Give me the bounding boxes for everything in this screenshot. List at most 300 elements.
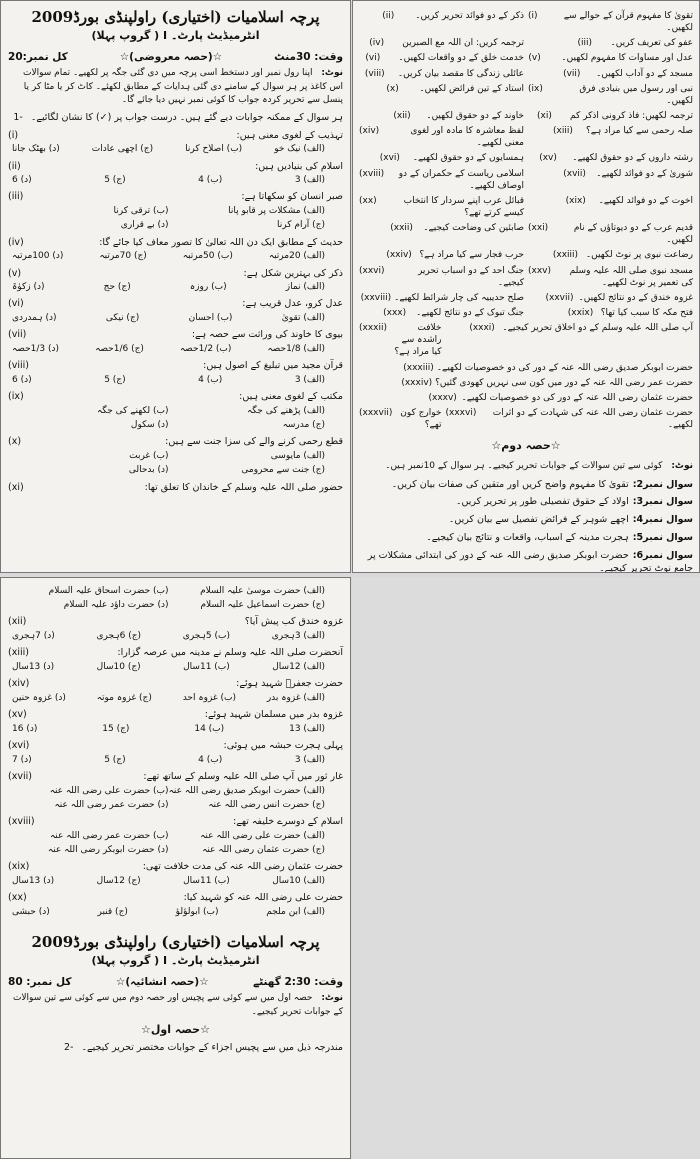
mcq-option: (د) زکوٰۃ [12, 282, 45, 293]
mcq-option: (الف) مایوسی [270, 451, 325, 462]
short-question-number: (xxxi) [469, 323, 495, 334]
part-1-heading: ☆حصہ اول☆ [141, 1023, 210, 1037]
mcq-text: حضرت علی رضی اللہ عنہ کو شہید کیا: [183, 892, 343, 904]
short-question-number: (xxxii) [359, 323, 388, 334]
mcq-options [8, 204, 343, 231]
mcq-list [8, 130, 343, 495]
mcq-option: (ب) حضرت اسحاق علیہ السلام [48, 586, 169, 596]
mcq-number: (xviii) [8, 816, 35, 828]
mcq-option: (ج) 1/6حصہ [95, 344, 144, 355]
short-question-number: (xviii) [359, 168, 385, 179]
question-11-options [8, 584, 343, 611]
short-question-row [359, 195, 693, 219]
subjective-note-text: حصہ اول میں سے کوئی سے پچیس اور حصہ دوم میں سے کوئی سے تین سوالات کے جوابات تحریر کیجیے۔ [12, 993, 343, 1017]
mcq-option: (ج) 12سال [96, 876, 141, 887]
mcq-option: (ج) نیکی [105, 313, 140, 324]
mcq-option: (الف) 13 [289, 723, 325, 734]
mcq-question [8, 482, 343, 495]
long-question [359, 479, 693, 492]
short-question-number: (xxxvi) [445, 407, 477, 418]
short-question-text: خاوند کے دو حقوق لکھیں۔ [426, 110, 524, 121]
mcq-question [8, 678, 343, 691]
mcq-number: (xv) [8, 709, 27, 721]
short-question [359, 125, 524, 149]
mcq-number: (vii) [8, 329, 27, 341]
mcq-number: (ix) [8, 391, 24, 403]
short-question-text: شوریٰ کے دو فوائد لکھیے۔ [596, 168, 693, 179]
mcq-options [8, 280, 343, 293]
mcq-option: (د) حبشی [12, 907, 50, 917]
mcq-number: (xii) [8, 616, 27, 628]
mcq-number: (xvi) [8, 740, 30, 752]
mcq-options [8, 342, 343, 355]
short-question-text: عائلی زندگی کا مقصد بیان کریں۔ [397, 68, 524, 79]
short-question-number: (ix) [528, 83, 543, 94]
short-question-text: ذکر کے دو فوائد تحریر کریں۔ [415, 11, 524, 21]
mcq-option: (ب) 1/2حصہ [179, 344, 232, 355]
short-question-text: قبائل عرب اپنے سردار کا انتخاب کیسے کرتے تھے؟ [403, 195, 524, 218]
mcq-item [8, 360, 343, 386]
mcq-item [8, 861, 343, 887]
short-question-text: رشتہ داروں کے دو حقوق لکھیے۔ [572, 153, 693, 164]
mcq-options [8, 722, 343, 735]
mcq-text: حضور صلی اللہ علیہ وسلم کے خاندان کا تعلق تھا: [144, 481, 343, 493]
short-question-text: لفظ معاشرہ کا مادہ اور لغوی معنی لکھیے۔ [410, 126, 524, 149]
time-label: وقت: 30منٹ [274, 51, 343, 64]
short-question [359, 168, 524, 192]
short-question-text: عفو کی تعریف کریں۔ [610, 38, 693, 49]
short-question-text: ہمسایوں کے دو حقوق لکھیے۔ [412, 153, 524, 164]
mcq-option: (ج) 70مرتبہ [99, 251, 147, 262]
mcq-item [8, 616, 343, 642]
mcq-option: (د) سکول [130, 420, 169, 431]
short-question-text: تقویٰ کا مفہوم قرآن کے حوالے سے لکھیں۔ [563, 11, 693, 34]
short-question [359, 377, 693, 389]
mcq-option: (الف) نیک خو [274, 144, 325, 155]
subjective-meta-row [8, 975, 343, 989]
short-question-number: (vi) [365, 53, 381, 64]
mcq-option: (د) حضرت عمر رضی اللہ عنہ [54, 800, 169, 810]
mcq-question [8, 161, 343, 174]
mcq-options [8, 173, 343, 186]
mcq-option: (الف) تقویٰ [281, 313, 325, 324]
mcq-option: (ب) اصلاح کرنا [185, 144, 243, 155]
mcq-text: تہذیب کے لغوی معنی ہیں: [236, 129, 343, 141]
short-question [359, 362, 693, 374]
mcq-option: (ب) حضرت علی رضی اللہ عنہ [49, 785, 169, 796]
short-question [359, 322, 442, 358]
short-question-row [359, 168, 693, 192]
mcq-option: (ج) حضرت عثمان رضی اللہ عنہ [202, 845, 325, 856]
short-question-text: حضرت عثمان رضی اللہ عنہ کی شہادت کے دو اثرات لکھیے۔ [492, 407, 693, 431]
mcq-option: (الف) 1/8حصہ [267, 344, 325, 355]
mcq-option: (ب) 4 [198, 175, 223, 186]
short-question-number: (xx) [359, 195, 377, 206]
short-question-text: صلح حدیبیہ کی چار شرائط لکھیے۔ [394, 292, 524, 303]
mcq-option: (الف) 3ہجری [271, 631, 325, 642]
section-label: ☆(حصہ معروضی)☆ [119, 51, 223, 64]
mcq-options [8, 142, 343, 155]
long-question-text: ہجرت مدینہ کے اسباب، واقعات و نتائج بیان کیجیے۔ [426, 532, 629, 543]
short-question-row [359, 222, 693, 246]
mcq-text: اسلام کی بنیادیں ہیں: [255, 160, 343, 172]
short-question-number: (xxv) [528, 265, 552, 276]
short-question-row [359, 322, 693, 358]
short-question-number: (xvi) [379, 153, 400, 164]
subjective-note [8, 992, 343, 1019]
short-question-row [359, 68, 693, 80]
mcq-item [8, 436, 343, 476]
short-question-row [359, 377, 693, 389]
mcq-number: (iii) [8, 191, 24, 203]
mcq-options [8, 784, 343, 811]
mcq-option: (الف) حضرت ابوبکر صدیق رضی اللہ عنہ [168, 785, 325, 796]
short-question-number: (xiv) [359, 126, 380, 137]
short-question [359, 110, 524, 122]
mcq-text: مکتب کے لغوی معنی ہیں: [239, 391, 343, 403]
short-question-number: (xxiii) [552, 250, 579, 261]
mcq-option: (د) 6 [12, 175, 32, 186]
mcq-text: ذکر کی بہترین شکل ہے: [243, 267, 343, 279]
question-2-number: -2 [63, 1042, 74, 1054]
mcq-question [8, 892, 343, 905]
short-question [528, 222, 693, 246]
mcq-question [8, 268, 343, 281]
mcq-option: (ج) حضرت انس رضی اللہ عنہ [208, 800, 325, 810]
long-question [359, 550, 693, 573]
mcq-number: (i) [8, 129, 19, 141]
mcq-number: (v) [8, 267, 22, 279]
short-question-text: ترجمہ لکھیں: فاذ کرونی اذکر کم [570, 110, 693, 121]
mcq-option: (د) بے قراری [120, 220, 169, 231]
short-question [359, 307, 524, 319]
long-question-label: سوال نمبر3: [632, 496, 693, 508]
mcq-number: (vi) [8, 298, 24, 310]
subjective-paper-title: پرچہ اسلامیات (اختیاری) راولپنڈی بورڈ2009 [31, 933, 320, 952]
continuation-panel [0, 577, 351, 1159]
mcq-item [8, 391, 343, 431]
short-question-number: (xi) [537, 110, 552, 121]
mcq-question [8, 771, 343, 784]
short-question [359, 249, 524, 261]
marks-label: کل نمبر:20 [8, 51, 68, 64]
part-2-heading: ☆حصہ دوم☆ [491, 439, 561, 453]
mcq-option: (ج) 5 [104, 754, 126, 765]
short-question-row [359, 37, 693, 49]
mcq-option: (ب) 4 [198, 754, 223, 765]
mcq-option: (د) 1/3حصہ [12, 344, 60, 355]
mcq-options [8, 629, 343, 642]
mcq-option: (ج) غزوہ موتہ [96, 693, 152, 703]
mcq-number: (xx) [8, 892, 27, 904]
paper-subtitle: انٹرمیڈیٹ پارٹ۔ I ( گروپ پہلا) [91, 29, 260, 43]
mcq-options [8, 311, 343, 324]
short-question-row [359, 110, 693, 122]
short-question [528, 83, 693, 107]
mcq-option: (ج) حضرت اسماعیل علیہ السلام [200, 600, 325, 611]
short-question [359, 195, 524, 219]
mcq-question [8, 816, 343, 829]
short-question-row [359, 152, 693, 164]
subjective-marks-label: کل نمبر: 80 [8, 976, 72, 989]
mcq-question [8, 436, 343, 449]
mcq-option: (الف) ابن ملجم [266, 907, 325, 917]
short-question-number: (v) [528, 53, 541, 64]
mcq-number: (viii) [8, 360, 29, 372]
short-question [359, 222, 524, 246]
mcq-question [8, 130, 343, 143]
mcq-text: عدل کرو، عدل قریب ہے: [242, 298, 343, 310]
short-question-row [359, 125, 693, 149]
question-1-instruction [8, 112, 343, 125]
mcq-list-continued [8, 616, 343, 918]
short-question-text: مسجد کے دو آداب لکھیں۔ [596, 68, 693, 79]
mcq-option: (ج) قنبر [97, 907, 128, 917]
short-question [359, 152, 524, 164]
note-label: نوٹ: [321, 68, 343, 79]
mcq-item [8, 298, 343, 324]
short-question-number: (xxxiv) [401, 377, 433, 388]
short-question-text: ترجمہ کریں: ان اللہ مع الصبرین [402, 38, 524, 49]
mcq-option: (الف) غزوہ بدر [266, 693, 325, 703]
short-question [528, 152, 693, 164]
mcq-text: صبر انسان کو سکھاتا ہے: [241, 191, 343, 203]
blank-area [352, 577, 700, 1159]
mcq-text: حضرت عثمان رضی اللہ عنہ کی مدت خلافت تھی: [142, 861, 343, 873]
short-question [446, 407, 694, 431]
mcq-item [8, 647, 343, 673]
short-question-number: (xix) [565, 195, 586, 206]
subjective-note-label: نوٹ: [321, 993, 343, 1004]
mcq-text: غزوہ بدر میں مسلمان شہید ہوئے: [204, 709, 343, 721]
long-question-label: سوال نمبر6: [632, 549, 693, 561]
instructions-note [8, 67, 343, 108]
mcq-item [8, 816, 343, 856]
mcq-question [8, 360, 343, 373]
mcq-options [8, 691, 343, 704]
part-2-note [359, 460, 693, 474]
mcq-option: (ج) 10سال [96, 662, 141, 673]
mcq-question [8, 298, 343, 311]
mcq-item [8, 237, 343, 263]
mcq-item [8, 892, 343, 918]
mcq-option: (د) بھٹک جانا [12, 144, 60, 155]
short-question [359, 407, 442, 431]
short-question-number: (xxi) [528, 223, 549, 234]
mcq-option: (الف) 3 [294, 375, 325, 386]
long-question [359, 496, 693, 509]
mcq-option: (ب) احسان [188, 313, 233, 324]
short-question [528, 249, 693, 261]
short-question-number: (iv) [369, 38, 385, 49]
mcq-options [8, 404, 343, 431]
long-question-label: سوال نمبر5: [632, 532, 693, 543]
short-questions-panel [352, 0, 700, 573]
mcq-option: (د) بدحالی [128, 465, 169, 476]
short-question-text: فتح مکہ کا سبب کیا تھا؟ [600, 307, 693, 318]
short-question-number: (xxvi) [359, 265, 385, 276]
long-question-text: تقویٰ کا مفہوم واضح کریں اور متقین کی صفات بیان کریں۔ [391, 478, 629, 490]
mcq-option: (الف) حضرت علی رضی اللہ عنہ [200, 830, 325, 841]
short-question-text: آپ صلی اللہ علیہ وسلم کے دو اخلاق تحریر کیجیے۔ [502, 323, 693, 334]
short-question-text: مسجد نبوی صلی اللہ علیہ وسلم کی تعمیر پر نوٹ لکھیے۔ [569, 265, 693, 288]
long-question-label: سوال نمبر2: [632, 478, 693, 490]
mcq-question [8, 709, 343, 722]
short-question [528, 307, 693, 319]
mcq-option: (د) 13سال [12, 662, 55, 673]
short-question-number: (xiii) [553, 126, 573, 137]
mcq-option: (ب) 14 [194, 723, 225, 734]
short-question-text: خوارج کون تھے؟ [400, 407, 442, 431]
short-question-text: جنگ احد کے دو اسباب تحریر کیجیے۔ [417, 265, 524, 288]
short-question-text: حضرت عمر رضی اللہ عنہ کے دور میں کون سی نہریں کھودی گئیں؟ [435, 377, 693, 388]
long-question [359, 532, 693, 545]
mcq-option: (د) 7ہجری [12, 631, 55, 642]
mcq-item [8, 161, 343, 187]
short-question-text: حضرت عثمان رضی اللہ عنہ کے دور کی دو خصوصیات لکھیے۔ [461, 392, 693, 403]
short-questions-list [359, 10, 693, 319]
mcq-text: آنحضرت صلی اللہ علیہ وسلم نے مدینہ میں عرصہ گزارا: [117, 647, 343, 659]
short-question [528, 265, 693, 289]
long-question [359, 514, 693, 527]
mcq-item [8, 268, 343, 294]
short-question-text: اسلامی ریاست کے حکمران کے دو اوصاف لکھیے۔ [398, 168, 524, 191]
mcq-item [8, 678, 343, 704]
mcq-text: بیوی کا خاوند کی وراثت سے حصہ ہے: [191, 329, 343, 341]
short-question-number: (i) [528, 11, 538, 21]
long-question-label: سوال نمبر4: [632, 514, 693, 526]
mcq-text: غار ثور میں آپ صلی اللہ علیہ وسلم کے ساتھ تھے: [143, 771, 343, 783]
short-question [528, 68, 693, 80]
short-question [359, 265, 524, 289]
short-question-text: غزوہ خندق کے دو نتائج لکھیں۔ [578, 292, 693, 303]
mcq-option: (د) 16 [12, 723, 38, 734]
mcq-number: (xi) [8, 481, 24, 493]
short-question-number: (xxiv) [386, 250, 412, 261]
short-question-row [359, 362, 693, 374]
mcq-question [8, 329, 343, 342]
short-question-text: خلافت راشدہ سے کیا مراد ہے؟ [394, 323, 442, 358]
short-question [359, 68, 524, 80]
mcq-option: (ب) روزہ [189, 282, 227, 293]
short-question-text: استاد کے تین فرائض لکھیں۔ [419, 83, 524, 94]
long-question-text: اولاد کے حقوق تفصیلی طور پر تحریر کریں۔ [455, 496, 629, 508]
short-question-number: (iii) [577, 38, 593, 49]
short-question [528, 195, 693, 219]
mcq-option: (ب) غربت [129, 451, 169, 462]
mcq-text: حضرت جعفرؓ شہید ہوئے: [236, 678, 343, 690]
mcq-option: (ب) ترقی کرنا [113, 206, 169, 217]
subjective-time-label: وقت: 2:30 گھنٹے [253, 976, 343, 989]
mcq-option: (ج) 15 [102, 723, 130, 734]
mcq-item [8, 709, 343, 735]
mcq-question [8, 740, 343, 753]
mcq-option: (الف) 20مرتبہ [268, 251, 325, 262]
short-question-number: (viii) [364, 68, 385, 79]
mcq-option: (ب) غزوہ احد [182, 693, 236, 703]
subjective-section-label: ☆(حصہ انشائیہ)☆ [115, 976, 209, 989]
mcq-options [8, 249, 343, 262]
mcq-option: (ج) آرام کرنا [277, 220, 325, 231]
mcq-option: (ج) 5 [104, 175, 126, 186]
mcq-options [8, 753, 343, 766]
question-2-instruction [8, 1042, 343, 1055]
short-question-number: (x) [386, 83, 399, 94]
short-question-text: رضاعت نبوی پر نوٹ لکھیں۔ [585, 250, 693, 261]
short-question-number: (xxxv) [428, 392, 457, 403]
short-question-row [359, 292, 693, 304]
mcq-option: (د) غزوہ حنین [12, 693, 66, 703]
short-question-row [359, 52, 693, 64]
mcq-option: (الف) 10سال [272, 876, 325, 887]
mcq-question [8, 616, 343, 629]
mcq-option: (ب) حضرت عمر رضی اللہ عنہ [50, 830, 169, 841]
mcq-number: (xiv) [8, 678, 30, 690]
mcq-option: (ج) جنت سے محرومی [241, 465, 325, 476]
mcq-option: (الف) مشکلات پر قابو پانا [228, 206, 325, 217]
mcq-options [8, 660, 343, 673]
mcq-question [8, 861, 343, 874]
short-question-number: (xxxvii) [359, 407, 393, 418]
short-question [528, 125, 693, 149]
mcq-option: (ب) ابولؤلؤ [175, 907, 219, 917]
short-question-text: نبی اور رسول میں بنیادی فرق لکھیں۔ [579, 83, 693, 106]
short-question-number: (xxxiii) [403, 362, 434, 373]
short-question [528, 110, 693, 122]
mcq-option: (د) 6 [12, 375, 32, 386]
short-question-number: (xxviii) [360, 292, 392, 303]
subjective-paper-subtitle: انٹرمیڈیٹ پارٹ۔ I ( گروپ پہلا) [91, 954, 260, 968]
short-question-number: (xxvii) [545, 292, 574, 303]
part-2-note-label: نوٹ: [671, 461, 693, 472]
mcq-option: (الف) حضرت موسیٰ علیہ السلام [200, 586, 325, 596]
short-question-row [359, 249, 693, 261]
question-1-text: ہر سوال کے ممکنہ جوابات دیے گئے ہیں۔ درست جواب پر (✓) کا نشان لگائیے۔ [30, 111, 343, 123]
mcq-option: (ب) 11سال [183, 876, 230, 887]
mcq-options [8, 874, 343, 887]
short-question-text: قدیم عرب کے دو دیوتاؤں کے نام لکھیں۔ [573, 223, 693, 246]
mcq-number: (iv) [8, 236, 24, 248]
short-question-row [359, 265, 693, 289]
mcq-option: (ج) 6ہجری [96, 631, 142, 642]
question-1-number: -1 [13, 111, 23, 123]
long-question-text: حضرت ابوبکر صدیق رضی اللہ عنہ کے دور کی ابتدائی مشکلات پر جامع نوٹ تحریر کیجیے۔ [367, 549, 693, 573]
mcq-option: (ب) 11سال [183, 662, 230, 673]
mcq-option: (ب) 4 [198, 375, 223, 386]
short-questions-full-list [359, 322, 693, 431]
mcq-item [8, 329, 343, 355]
mcq-options [8, 829, 343, 856]
long-question-text: اچھے شوہر کے فرائض تفصیل سے بیان کریں۔ [448, 514, 629, 526]
mcq-option: (الف) 3 [294, 754, 325, 765]
short-question-row [359, 10, 693, 34]
mcq-option: (د) حضرت داؤد علیہ السلام [63, 600, 169, 611]
short-question-number: (xvii) [563, 168, 586, 179]
mcq-number: (x) [8, 436, 22, 448]
short-question-number: (xxii) [390, 223, 413, 234]
mcq-option: (د) حضرت ابوبکر رضی اللہ عنہ [47, 845, 169, 856]
mcq-options [8, 905, 343, 918]
mcq-text: غزوہ خندق کب پیش آیا؟ [244, 616, 343, 628]
short-question [528, 10, 693, 34]
mcq-options [8, 449, 343, 476]
mcq-option: (ج) 5 [104, 375, 126, 386]
mcq-question [8, 647, 343, 660]
mcq-number: (xix) [8, 861, 30, 873]
mcq-text: قطع رحمی کرنے والے کی سزا جنت سے ہیں: [165, 436, 343, 448]
short-question-number: (xv) [539, 153, 557, 164]
mcq-option: (ب) لکھنے کی جگہ [96, 406, 169, 417]
